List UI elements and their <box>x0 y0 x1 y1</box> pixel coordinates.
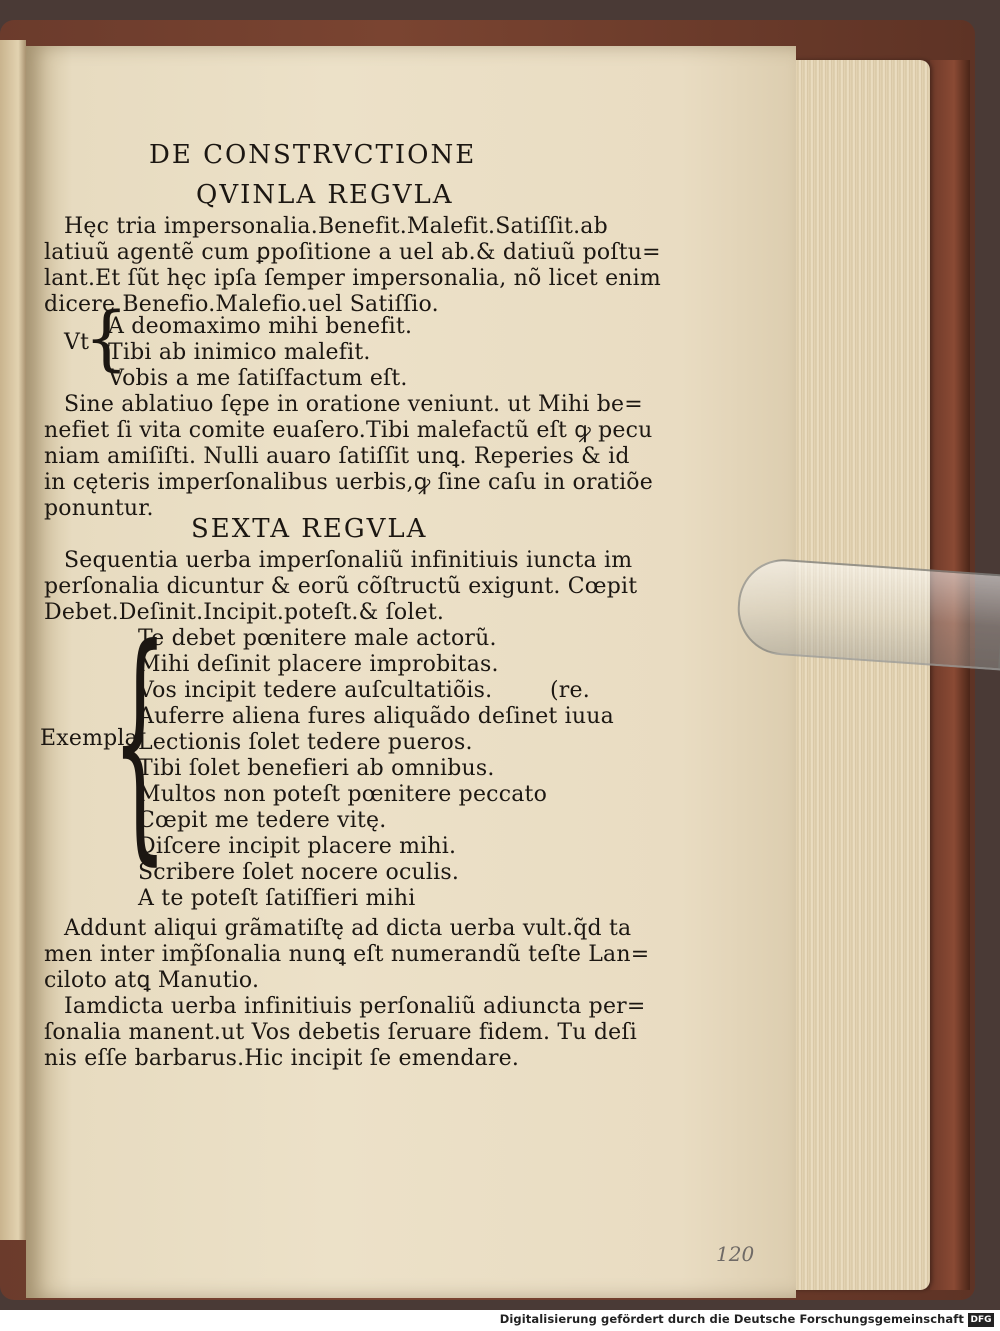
page-clip <box>735 556 1000 670</box>
text-line: Sequentia uerba imperſonaliũ infinitiuis iuncta im <box>64 548 633 573</box>
text-line: ſonalia manent.ut Vos debetis ſeruare fidem. Tu deſi <box>44 1020 637 1045</box>
example-line: Mihi deſinit placere improbitas. <box>138 652 499 677</box>
example-line: Vobis a me ſatiſfactum eſt. <box>108 366 408 391</box>
folio-number: 120 <box>716 1242 755 1266</box>
example-line: Scribere ſolet nocere oculis. <box>138 860 460 885</box>
example-label: Exempla <box>40 726 138 751</box>
text-line: dicere Benefio.Malefio.uel Satiſſio. <box>44 292 439 317</box>
section-heading: QVINLA REGVLA <box>196 180 454 210</box>
text-line: Addunt aliqui grãmatiſtę ad dicta uerba vult.q̃d ta <box>64 916 632 941</box>
text-line: Sine ablatiuo ſępe in oratione veniunt. ut Mihi be= <box>64 392 643 417</box>
example-line: Auferre aliena fures aliquãdo deſinet iuua <box>138 704 614 729</box>
example-line: Te debet pœnitere male actorũ. <box>138 626 497 651</box>
footer-bar <box>0 1310 1000 1331</box>
right-page <box>26 46 796 1298</box>
section-heading: SEXTA REGVLA <box>191 514 428 544</box>
brace-glyph: { <box>84 297 129 379</box>
text-line: niam amiſiſti. Nulli auaro ſatiſſit unꝗ. Reperies & id <box>44 444 630 469</box>
running-head: DE CONSTRVCTIONE <box>149 140 477 170</box>
text-line: ciloto atꝗ Manutio. <box>44 968 260 993</box>
text-line: nis eſſe barbarus.Hic incipit ſe emendare. <box>44 1046 520 1071</box>
cover-edge <box>930 60 970 1290</box>
example-line: Tibi ab inimico malefit. <box>108 340 371 365</box>
example-line: Cœpit me tedere vitę. <box>138 808 387 833</box>
left-page-edge <box>0 40 26 1240</box>
text-line: Hęc tria impersonalia.Benefit.Malefit.Satiſſit.ab <box>64 214 608 239</box>
text-line: in cęteris imperſonalibus uerbis,ꝙ ſine caſu in oratiõe <box>44 470 653 495</box>
example-line: Diſcere incipit placere mihi. <box>138 834 457 859</box>
text-line: ponuntur. <box>44 496 154 521</box>
text-line: Debet.Deſinit.Incipit.poteſt.& ſolet. <box>44 600 445 625</box>
text-line: lant.Et ſũt hęc ipſa ſemper impersonalia, nõ licet enim <box>44 266 661 291</box>
dfg-logo: DFG <box>968 1313 994 1327</box>
example-line: Tibi ſolet benefieri ab omnibus. <box>138 756 495 781</box>
text-line: perſonalia dicuntur & eorũ cõſtructũ exigunt. Cœpit <box>44 574 638 599</box>
page-edges <box>790 60 930 1290</box>
example-label: Vt <box>64 330 90 355</box>
text-line: nefiet ſi vita comite euaſero.Tibi malefactũ eſt ꝙ pecu <box>44 418 653 443</box>
example-line: A deomaximo mihi benefit. <box>108 314 413 339</box>
funding-credit: Digitalisierung gefördert durch die Deutsche Forschungsgemeinschaft <box>499 1312 964 1326</box>
text-line: latiuũ agentẽ cum ꝑpoſitione a uel ab.& datiuũ poſtu= <box>44 240 661 265</box>
text-line: Iamdicta uerba infinitiuis perſonaliũ adiuncta per= <box>64 994 646 1019</box>
example-line: A te poteſt ſatiſfieri mihi <box>138 886 416 911</box>
example-line: Lectionis ſolet tedere pueros. <box>138 730 473 755</box>
example-line: Multos non poteſt pœnitere peccato <box>138 782 548 807</box>
brace-glyph: { <box>112 595 168 886</box>
overflow-note: (re. <box>550 678 590 703</box>
text-line: men inter imp̃ſonalia nunꝗ eſt numerandũ teſte Lan= <box>44 942 650 967</box>
example-line: Vos incipit tedere auſcultatiõis. <box>138 678 493 703</box>
